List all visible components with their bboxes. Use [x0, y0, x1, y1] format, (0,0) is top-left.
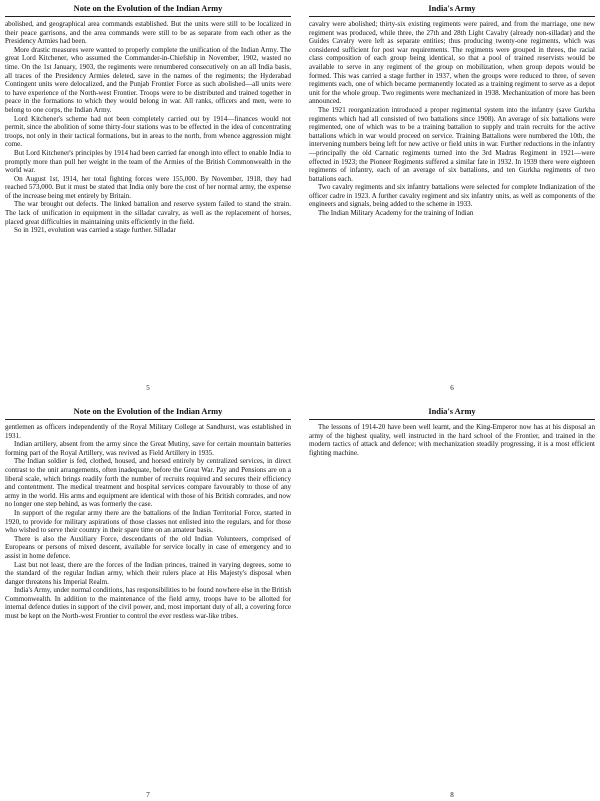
page-7	[2, 407, 294, 799]
paragraph: The lessons of 1914-20 have been well learnt, and the King-Emperor now has at his disposal an army of the highest quality, well instructed in the hard school of the Frontier, and trained in the modern tactics of attack and defence; with mechanization steadily progressing, it is a most efficient fighting machine.	[309, 423, 595, 457]
page-body	[5, 423, 291, 621]
paragraph: The 1921 reorganization introduced a proper regimental system into the infantry (save Gurkha regiments which had all consisted of two battalions since 1908). An average of six battalions were regimented, one of which was to be a training battalion to supply and train recruits for the active battalions which in war would proceed on service. Training Battalions were numbered the 10th, the intervening numbers being left for new active or field units in war. Further reductions in the infantry—principally the old Carnatic regiments turned into the 3rd Madras Regiment in 1921—were effected in 1923; the Pioneer Regiments suffered a similar fate in 1932. In 1939 there were eighteen regiments of infantry, each of an average of six battalions, and ten Gurkha regiments of two battalions each.	[309, 105, 595, 183]
paragraph: In support of the regular army there are the battalions of the Indian Territorial Force, started in 1920, to provide for military aspirations of those classes not enlisted into the regulars, and for those who wished to serve their country in their spare time on an amateur basis.	[5, 508, 291, 535]
page-5	[2, 4, 294, 392]
paragraph: The Indian Military Academy for the training of Indian	[318, 209, 474, 218]
paragraph: India's Army, under normal conditions, has responsibilities to be found nowhere else in the British Commonwealth. In addition to the maintenance of the field army, troops have to be allotted for internal defence duties in support of the civil power, and, most important duty of all, a covering force must be kept on the North-west Frontier to control the ever restless war-like tribes.	[5, 586, 291, 621]
paragraph: So in 1921, evolution was carried a stage further. Silladar	[14, 226, 176, 235]
paragraph: There is also the Auxiliary Force, descendants of the old Indian Volunteers, comprised of Europeans or persons of mixed descent, available for service locally in case of emergency and to assist in home defence.	[5, 534, 291, 560]
paragraph: gentlemen as officers independently of the Royal Military College at Sandhurst, was established in 1931.	[5, 423, 291, 440]
paragraph: More drastic measures were wanted to properly complete the unification of the Indian Army. The great Lord Kitchener, who assumed the Commander-in-Chiefship in November, 1902, wasted no time. On the 1st January, 1903, the regiments were renumbered consecutively on an all India basis, all traces of the Presidency Armies deleted, save in the names of the regiments; the Hyderabad Contingent units were delocalized, and the Punjab Frontier Force as such abolished—all units were to have experience of the North-west Frontier. Troops were to be distributed and trained together in peace in the formations to which they would belong in war. All ranks, officers and men, were to belong to one corps, the Indian Army.	[5, 45, 291, 114]
paragraph: cavalry were abolished; thirty-six existing regiments were paired, and from the marriage, one new regiment was produced, while three, the 27th and 28th Light Cavalry (already non-silladar) and the Guides Cavalry were left as separate entities; thus producing twenty-one regiments, which was considered sufficient for post war requirements. The regiments were grouped in threes, the racial class composition of each group being identical, so that a pool of trained reservists would be available to serve in any regiment of the group on mobilization, when group depots would be formed. This was carried a stage further in 1937, when the groups were reduced to three, of seven regiments each, one of which became permanently located as a training regiment to serve as a depot unit for the whole group. Two regiments were mechanized in 1938. Mechanization of more has been announced.	[309, 20, 595, 106]
running-head: Note on the Evolution of the Indian Army	[5, 407, 291, 420]
paragraph: abolished, and geographical area commands established. But the units were still to be localized in their peace garrisons, and the area commands were still to be as separate from each other as the Presidency Armies had been.	[5, 20, 291, 46]
page-number: 5	[146, 384, 150, 392]
paragraph: On August 1st, 1914, her total fighting forces were 155,000. By November, 1918, they had reached 573,000. But it must be stated that India only bore the cost of her normal army, the expense of the increase being met entirely by Britain.	[5, 174, 291, 200]
page-8	[306, 407, 598, 799]
running-head: India's Army	[309, 4, 595, 17]
paragraph: But Lord Kitchener's principles by 1914 had been carried far enough into effect to enable India to promptly more than pull her weight in the team of the Armies of the British Commonwealth in the world war.	[5, 148, 291, 175]
page-number: 8	[450, 791, 454, 799]
running-head: India's Army	[309, 407, 595, 420]
page-number: 6	[450, 384, 454, 392]
paragraph: Indian artillery, absent from the army since the Great Mutiny, save for certain mountain batteries forming part of the Royal Artillery, was revived as Field Artillery in 1935.	[5, 440, 291, 457]
paragraph: The war brought out defects. The linked battalion and reserve system failed to stand the strain. The lack of unification in equipment in the silladar cavalry, as well as the replacement of horses, placed great difficulties in maintaining units efficiently in the field.	[5, 200, 291, 226]
page-number: 7	[146, 791, 150, 799]
running-head: Note on the Evolution of the Indian Army	[5, 4, 291, 17]
paragraph: Last but not least, there are the forces of the Indian princes, trained in varying degrees, some to the standard of the regular Indian army, which their rulers place at His Majesty's disposal when danger threatens his Imperial Realm.	[5, 560, 291, 586]
page-6	[306, 4, 598, 392]
page-body	[309, 423, 595, 457]
paragraph: Two cavalry regiments and six infantry battalions were selected for complete Indianization of the officer cadre in 1923. A further cavalry regiment and six infantry units, as well as components of the engineers and signals, being added to the scheme in 1933.	[309, 183, 595, 209]
paragraph: The Indian soldier is fed, clothed, housed, and horsed entirely by centralized services, in direct contrast to the unit arrangements, often inadequate, before the Great War. Pay and Pensions are on a liberal scale, which brings readily forth the number of recruits required and secures their efficiency and contentment. The medical treatment and hospital services compare favourably to those of any army in the world. His arms and equipment are identical with those of his British comrades, and now no longer one step behind, as was formerly the case.	[5, 457, 291, 509]
page-body	[309, 20, 595, 218]
page-body	[5, 20, 291, 235]
paragraph: Lord Kitchener's scheme had not been completely carried out by 1914—finances would not permit, since the abolition of some thirty-four stations was to be effected in the idea of concentrating troops, not only in their tactical formations, but in areas to the north, from whence aggression might come.	[5, 114, 291, 149]
